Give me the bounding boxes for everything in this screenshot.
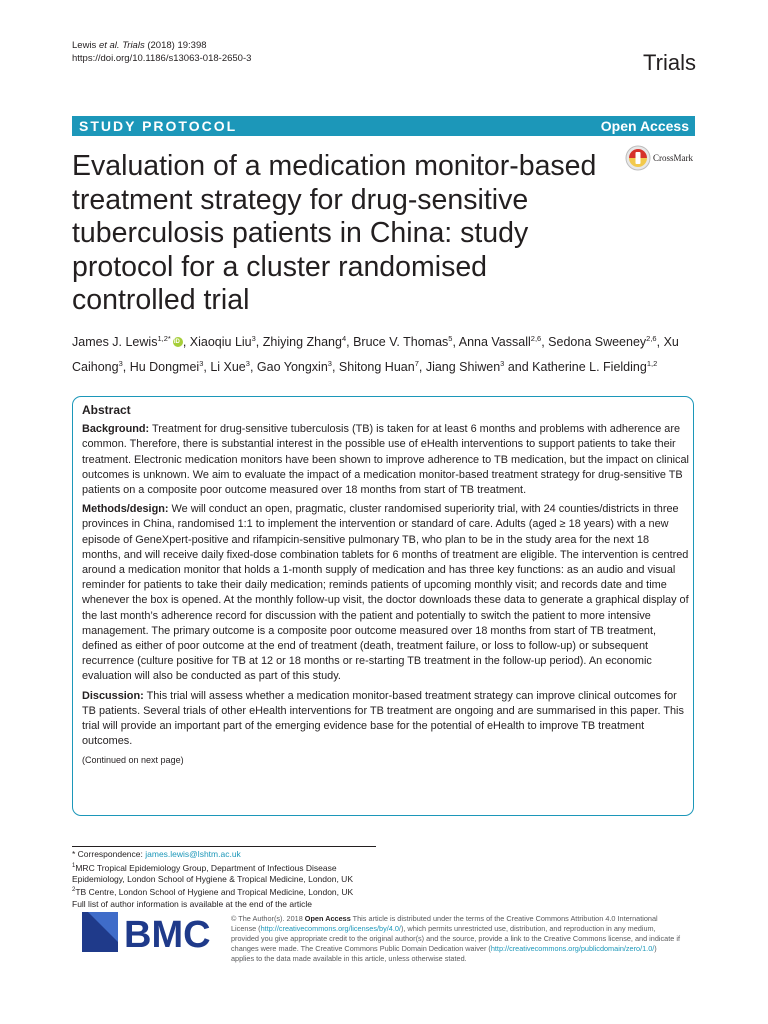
license-text: ), which permits unrestricted use, distribution, and reproduction in any medium, provided you give appropriate credit to the original author(s) and the source, provide a link to the Creative Commons license, and indicate if changes were made. The Creative Commons Public Domain Dedication waiver ( xyxy=(231,924,681,953)
citation-journal: Trials xyxy=(122,40,145,51)
affiliation-2 xyxy=(72,885,376,898)
license-text: This article is distributed under the terms of the Creative Commons Attribution 4.0 International License ( xyxy=(231,914,658,933)
abstract-content xyxy=(82,403,690,769)
crossmark-badge[interactable] xyxy=(625,145,700,175)
author-name: Sedona Sweeney xyxy=(548,335,647,349)
author-affiliation: 3 xyxy=(199,359,204,368)
correspondence-label: * Correspondence: xyxy=(72,849,146,859)
bmc-logo xyxy=(82,910,218,954)
affiliation-text: TB Centre, London School of Hygiene and Tropical Medicine, London, UK xyxy=(75,887,354,898)
author-name: Bruce V. Thomas xyxy=(353,335,449,349)
author[interactable] xyxy=(130,360,204,374)
correspondence xyxy=(72,849,376,861)
citation-et-al: et al. xyxy=(98,40,120,51)
affiliation-number: 2 xyxy=(72,887,76,894)
abstract-discussion xyxy=(82,689,690,750)
abstract-heading: Abstract xyxy=(82,403,131,417)
abstract-section-label: Background: xyxy=(82,423,150,436)
abstract-section-text: This trial will assess whether a medication monitor-based treatment strategy can improve clinical outcomes for TB patients. Several trials of other eHealth interventions for TB treatment are ongoing and are summarised in this paper. This trial will provide an important part of the emerging evidence base for the potential of eHealth to improve TB treatment outcomes. xyxy=(82,689,684,748)
author-affiliation: 3 xyxy=(500,359,505,368)
abstract-methods xyxy=(82,502,690,684)
open-access-label: Open Access xyxy=(600,118,689,134)
article-type-banner xyxy=(72,116,695,136)
affiliation-number: 1 xyxy=(72,862,76,869)
author[interactable] xyxy=(532,360,657,374)
author-affiliation: 5 xyxy=(448,334,453,343)
author-affiliation: 3 xyxy=(118,359,123,368)
author-name: Zhiying Zhang xyxy=(262,335,342,349)
author-affiliation: 3 xyxy=(327,359,332,368)
abstract-section-text: We will conduct an open, pragmatic, cluster randomised superiority trial, with 24 counties/districts in three provinces in China, randomised 1:1 to implement the intervention or standard of care. Adults (aged ≥ 18 years) with a new episode of GeneXpert-positive and rifampicin-sensitive pulmonary TB, who plan to be in the study area for the next 18 months, and will receive daily fixed-dose combination tablets for 6 months of treatment are eligible. The intervention is centred around a medication monitor that holds a 1-month supply of medication and has three key functions: as an audio and visual reminder for patients to take their daily medication; reminds patients of upcoming monthly visit; and records date and time whenever the box is opened. At the monthly follow-up visit, the doctor downloads these data to generate a graphical display of the last month’s adherence record for discussion with the patient and potentially to switch the patient to more intensive management. The primary outcome is a composite poor outcome measured over 18 months from start of TB treatment, defined as either of poor outcome at the end of treatment (death, treatment failure, or loss to follow-up) or subsequent recurrence (culture positive for TB at 12 or 18 months or re-starting TB treatment in the follow-up period). An economic evaluation will also be conducted as part of this study. xyxy=(82,503,689,683)
license-statement xyxy=(231,914,681,964)
author-affiliation: 4 xyxy=(341,334,347,343)
author[interactable] xyxy=(459,335,541,349)
affiliation-1 xyxy=(72,861,376,886)
author-affiliation: 2,6 xyxy=(646,334,657,343)
continued-note: (Continued on next page) xyxy=(82,755,184,766)
author[interactable] xyxy=(257,360,332,374)
abstract-section-label: Discussion: xyxy=(82,689,144,702)
citation-authors: Lewis xyxy=(72,40,99,51)
author-list: James J. Lewis$^{1,2*}$iD , Xiaoqiu Liu$^3$, Zhiying Zhang$^4$, Bruce V. Thomas$^5$, Anna Vassall$^{2,6}$, Sedona Sweeney$^{2,6}$, Xu Caihong$^3$, Hu Dongmei$^3$, Li Xue$^3$, Gao Yongxin$^3$, Shitong Huan$^7$, Jiang Shiwen$^3$ and Katherine L. Fielding$^{1,2}$ xyxy=(72,328,702,378)
author-name: Jiang Shiwen xyxy=(425,360,501,374)
citation-line xyxy=(72,39,251,52)
author-affiliation: 3 xyxy=(245,359,250,368)
author-name: Li Xue xyxy=(210,360,246,374)
license-text: ) applies to the data made available in this article, unless otherwise stated. xyxy=(231,944,657,963)
license-link-by[interactable]: http://creativecommons.org/licenses/by/4.0/ xyxy=(260,924,401,933)
author-name: James J. Lewis xyxy=(72,335,158,349)
doi-link[interactable]: https://doi.org/10.1186/s13063-018-2650-3 xyxy=(72,53,252,64)
author-name: Xiaoqiu Liu xyxy=(189,335,252,349)
license-open-access: Open Access xyxy=(304,914,351,923)
author-name: Shitong Huan xyxy=(338,360,415,374)
author-affiliation: 7 xyxy=(414,359,419,368)
author[interactable] xyxy=(426,360,505,374)
abstract-background xyxy=(82,422,690,498)
abstract-box xyxy=(72,396,694,816)
bmc-logo-text: BMC xyxy=(124,914,211,954)
correspondence-email-link[interactable]: james.lewis@lshtm.ac.uk xyxy=(145,849,241,859)
author[interactable] xyxy=(190,335,256,349)
article-title: Evaluation of a medication monitor-based treatment strategy for drug-sensitive tuberculosis patients in China: study protocol for a cluster randomised controlled trial xyxy=(72,150,597,316)
citation-year-volume: (2018) 19:398 xyxy=(144,40,207,51)
footnotes xyxy=(72,846,376,910)
author[interactable] xyxy=(548,335,656,349)
author-name: Hu Dongmei xyxy=(129,360,200,374)
orcid-icon[interactable] xyxy=(173,337,183,347)
author-name: Katherine L. Fielding xyxy=(532,360,647,374)
author[interactable] xyxy=(72,335,183,349)
full-author-info-note: Full list of author information is available at the end of the article xyxy=(72,898,313,909)
author-affiliation: 1,2 xyxy=(646,359,658,368)
author[interactable] xyxy=(339,360,419,374)
crossmark-label: CrossMark xyxy=(653,153,693,163)
author-affiliation: 3 xyxy=(251,334,256,343)
author[interactable] xyxy=(353,335,452,349)
author-affiliation: 2,6 xyxy=(530,334,542,343)
author-name: Gao Yongxin xyxy=(256,360,328,374)
author-conjunction: and xyxy=(504,360,533,374)
crossmark-icon xyxy=(625,145,651,171)
license-link-zero[interactable]: http://creativecommons.org/publicdomain/zero/1.0/ xyxy=(490,944,655,953)
citation-header xyxy=(72,39,251,65)
author[interactable] xyxy=(210,360,250,374)
author-affiliation: 1,2* xyxy=(157,334,171,343)
abstract-section-label: Methods/design: xyxy=(82,503,169,516)
author-name: Xu Caihong xyxy=(72,335,679,374)
affiliation-text: MRC Tropical Epidemiology Group, Department of Infectious Disease Epidemiology, London School of Hygiene & Tropical Medicine, London, UK xyxy=(72,862,353,884)
journal-name: Trials xyxy=(643,50,696,75)
article-type-label: STUDY PROTOCOL xyxy=(79,118,238,134)
author-name: Anna Vassall xyxy=(458,335,531,349)
abstract-section-text: Treatment for drug-sensitive tuberculosis (TB) is taken for at least 6 months and problems with adherence are common. Therefore, there is substantial interest in the possible use of eHealth interventions to support patients to take their treatment. Electronic medication monitors have been shown to improve adherence to TB medication, but the impact on clinical outcomes is unknown. We aim to evaluate the impact of a medication monitor-based treatment strategy for drug-sensitive TB patients on a composite poor outcome measured over 18 months from start of TB treatment. xyxy=(82,423,689,497)
author[interactable] xyxy=(263,335,346,349)
license-copyright: © The Author(s). 2018 xyxy=(231,914,305,923)
